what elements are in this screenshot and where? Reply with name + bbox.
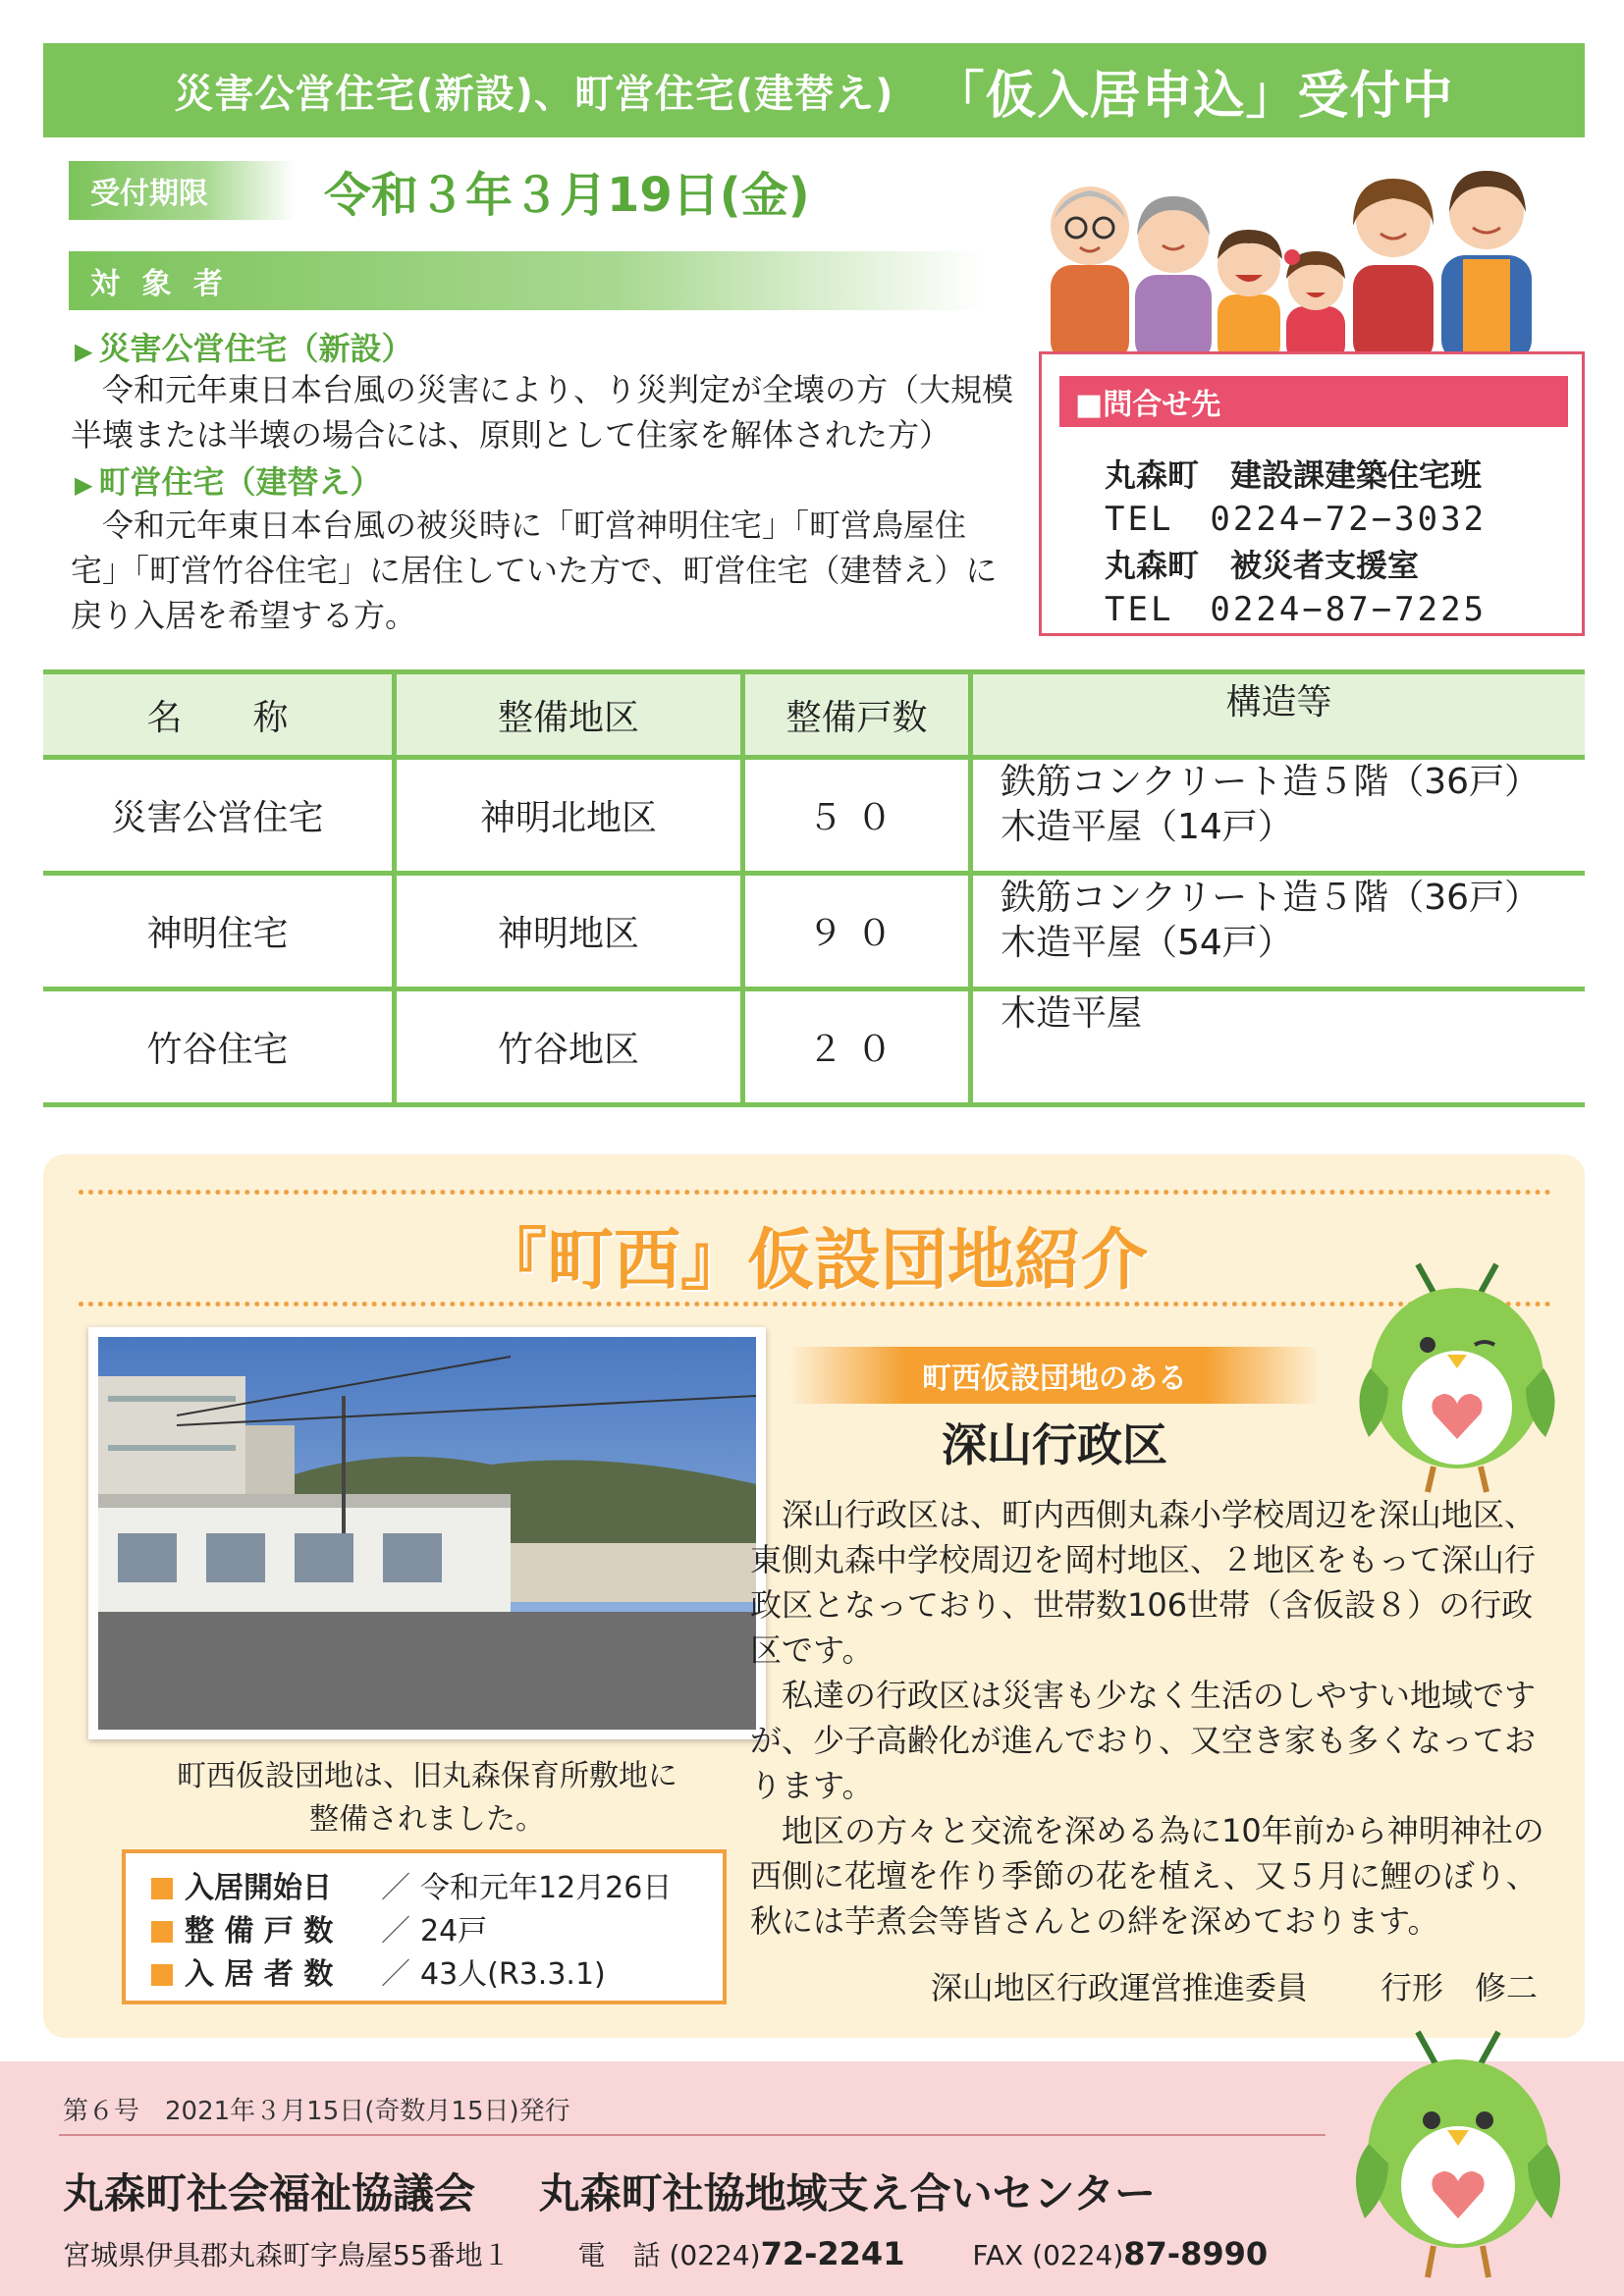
dotted-divider — [79, 1302, 1551, 1307]
area-title: 深山行政区 — [942, 1418, 1167, 1471]
grandmother-figure — [1135, 196, 1212, 363]
contact-org-1: 丸森町 建設課建築住宅班 — [1105, 456, 1483, 494]
cell-structure: 鉄筋コンクリート造５階（36戸） 木造平屋（54戸） — [1001, 878, 1541, 963]
footer-address: 宮城県伊具郡丸森町字鳥屋55番地１ 電 話 (0224)72-2241 FAX (0224)87-8990 — [63, 2235, 1269, 2272]
triangle-bullet-icon: ▶ — [75, 338, 93, 365]
target-heading-2: ▶ 町営住宅（建替え） — [75, 463, 382, 501]
contact-org-2: 丸森町 被災者支援室 — [1105, 547, 1420, 584]
photo-caption: 町西仮設団地は、旧丸森保育所敷地に 整備されました。 — [177, 1759, 677, 1837]
org-name: 丸森町社会福祉協議会 — [63, 2169, 476, 2217]
triangle-bullet-icon: ▶ — [75, 471, 93, 499]
target-label: 対 象 者 — [69, 251, 982, 310]
table-row — [43, 760, 1585, 876]
housing-table — [43, 669, 1585, 1107]
dotted-divider — [79, 1190, 1551, 1195]
section-title: 『町西』仮設団地紹介 — [479, 1222, 1148, 1300]
deadline-value: 令和３年３月19日(金) — [324, 168, 810, 223]
table-row — [43, 876, 1585, 991]
cell-units: ９０ — [745, 876, 973, 987]
area-ribbon: 町西仮設団地のある — [789, 1347, 1320, 1404]
cell-name: 神明住宅 — [43, 876, 397, 987]
header-structure: 構造等 — [1225, 682, 1332, 722]
mascot-bird-icon — [1345, 2026, 1571, 2283]
info-row: 入 居 者 数 ／ 43人(R3.3.1) — [151, 1953, 697, 1997]
deadline-label: 受付期限 — [69, 161, 295, 220]
girl-figure — [1284, 249, 1345, 363]
mascot-bird-icon — [1349, 1260, 1565, 1496]
target-text-2: 令和元年東日本台風の被災時に「町営神明住宅」「町営鳥屋住宅」「町営竹谷住宅」に居住していた方で、町営住宅（建替え）に戻り入居を希望する方。 — [71, 507, 998, 634]
info-row: 入居開始日 ／ 令和元年12月26日 — [151, 1867, 697, 1910]
cell-district: 神明北地区 — [397, 760, 745, 871]
square-bullet-icon — [151, 1921, 173, 1943]
header-district: 整備地区 — [397, 674, 745, 755]
cell-structure: 鉄筋コンクリート造５階（36戸） 木造平屋（14戸） — [1001, 762, 1541, 847]
cell-units: ５０ — [745, 760, 973, 871]
signature: 深山地区行政運営推進委員 行形 修二 — [930, 1969, 1538, 2006]
org-name: 丸森町社協地域支え合いセンター — [538, 2169, 1156, 2217]
header-name: 名 称 — [43, 674, 397, 755]
area-description: 深山行政区は、町内西側丸森小学校周辺を深山地区、東側丸森中学校周辺を岡村地区、２地区をもって深山行政区となっており、世帯数106世帯（含仮設８）の行政区です。 私達の行政区は災害も少なく生活のしやすい地域ですが、少子高齢化が進んでおり、又空き家も多くなっております。 地区の方々と交流を深める為に10年前から神明神社の西側に花壇を作り季節の花を植え、又５月に鯉のぼり、秋には芋煮会等皆さんとの絆を深めております。 — [750, 1496, 1544, 1940]
mother-figure — [1353, 179, 1434, 363]
danchi-photo — [88, 1327, 766, 1739]
father-figure — [1441, 171, 1532, 363]
boy-figure — [1218, 230, 1282, 363]
table-row — [43, 991, 1585, 1107]
table-header-row — [43, 669, 1585, 760]
cell-name: 竹谷住宅 — [43, 991, 397, 1102]
cell-district: 神明地区 — [397, 876, 745, 987]
target-heading-1: ▶ 災害公営住宅（新設） — [75, 330, 413, 367]
banner-right-text: 「仮入居申込」受付中 — [933, 66, 1454, 126]
contact-tel-2: TEL 0224−87−7225 — [1105, 590, 1488, 629]
cell-name: 災害公営住宅 — [43, 760, 397, 871]
danchi-info-box — [122, 1849, 727, 2004]
contact-tel-1: TEL 0224−72−3032 — [1105, 500, 1488, 539]
target-text-1: 令和元年東日本台風の災害により、り災判定が全壊の方（大規模半壊または半壊の場合には、原則として住家を解体された方） — [71, 371, 1014, 454]
top-banner — [43, 43, 1585, 137]
square-bullet-icon — [151, 1964, 173, 1986]
footer-divider — [59, 2134, 1326, 2136]
banner-left-text: 災害公営住宅(新設)、町営住宅(建替え) — [174, 71, 894, 117]
grandfather-figure — [1051, 187, 1129, 363]
header-units: 整備戸数 — [745, 674, 973, 755]
contact-heading: ■問合せ先 — [1059, 376, 1568, 427]
footer-organizations — [63, 2162, 1156, 2220]
cell-structure: 木造平屋 — [1001, 993, 1143, 1034]
info-row: 整 備 戸 数 ／ 24戸 — [151, 1910, 697, 1953]
contact-box — [1039, 351, 1585, 636]
cell-district: 竹谷地区 — [397, 991, 745, 1102]
issue-info: 第６号 2021年３月15日(奇数月15日)発行 — [63, 2097, 570, 2126]
cell-units: ２０ — [745, 991, 973, 1102]
danchi-section — [43, 1154, 1585, 2038]
square-bullet-icon — [151, 1878, 173, 1899]
family-illustration — [1041, 157, 1551, 363]
